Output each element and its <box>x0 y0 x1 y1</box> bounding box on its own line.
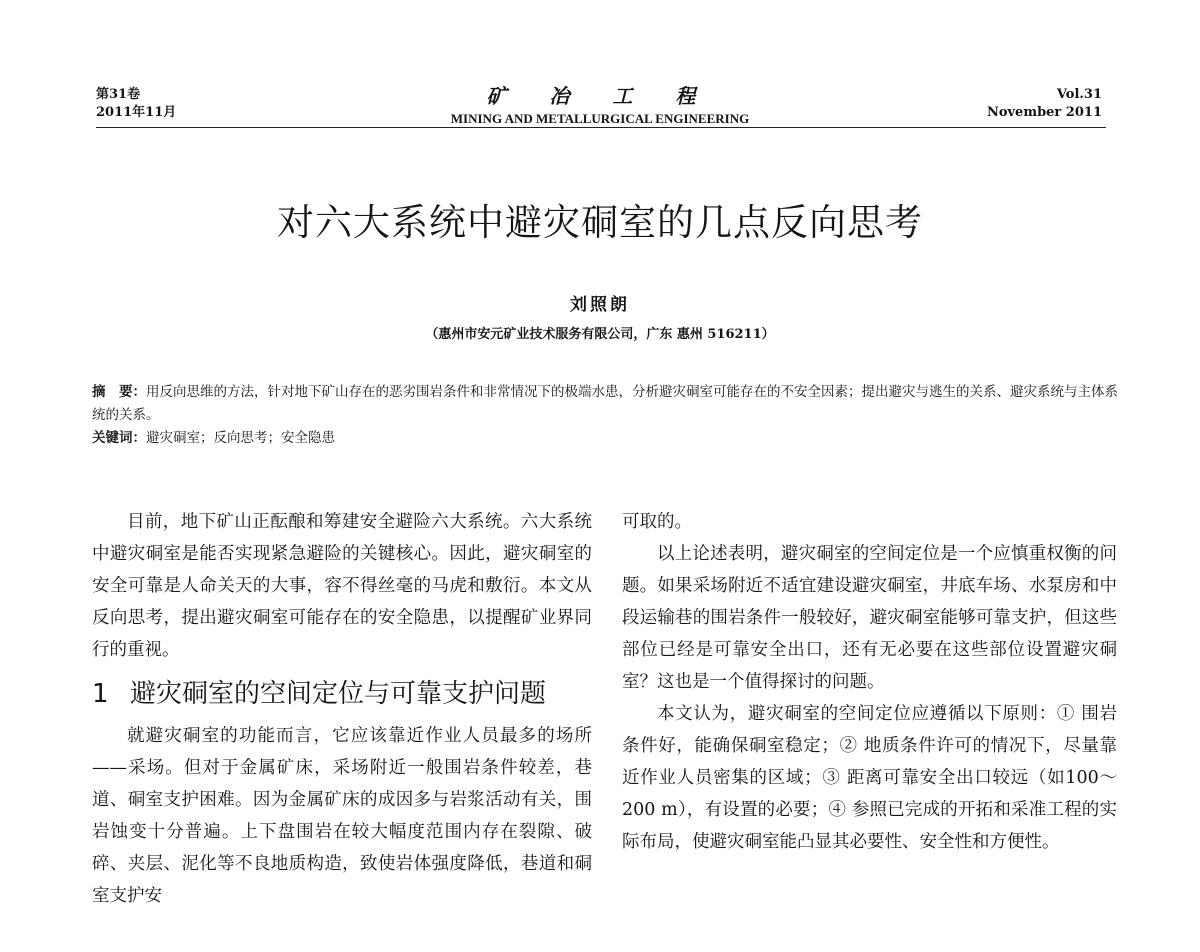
journal-title-en: MINING AND METALLURGICAL ENGINEERING <box>450 111 750 126</box>
volume-cn: 第31卷 <box>96 87 141 102</box>
abstract-body <box>92 381 1122 427</box>
abstract <box>92 381 1122 450</box>
analysis-paragraph: 以上论述表明，避灾硐室的空间定位是一个应慎重权衡的问题。如果采场附近不适宜建设避灾硐室，井底车场、水泵房和中段运输巷的围岩条件一般较好，避灾硐室能够可靠支护，但这些部位已经是可靠安全出口，还有无必要在这些部位设置避灾硐室？这也是一个值得探讨的问题。 <box>622 544 1117 692</box>
volume-en: Vol.31 <box>1056 87 1102 102</box>
keywords <box>92 427 1122 450</box>
date-cn: 2011年11月 <box>96 105 177 120</box>
date-en: November 2011 <box>986 105 1102 120</box>
keywords-text: 避灾硐室；反向思考；安全隐患 <box>146 430 335 446</box>
abstract-label: 摘 要： <box>92 384 146 400</box>
author: 刘照朗 <box>570 295 630 315</box>
body-column-right <box>622 506 1117 858</box>
section-number: 1 <box>92 679 109 709</box>
continued-text: 可取的。 <box>622 512 692 532</box>
principles-paragraph: 本文认为，避灾硐室的空间定位应遵循以下原则：① 围岩条件好，能确保硐室稳定；② 地质条件许可的情况下，尽量靠近作业人员密集的区域；③ 距离可靠安全出口较远（如100～200 m），有设置的必要；④ 参照已完成的开拓和采准工程的实际布局，使避灾硐室能凸显其必要性、安全性和方便性。 <box>622 704 1117 852</box>
journal-title-cn: 矿 冶 工 程 <box>486 84 714 108</box>
keywords-label: 关键词： <box>92 430 146 446</box>
section-title: 避灾硐室的空间定位与可靠支护问题 <box>130 679 547 709</box>
affiliation: （惠州市安元矿业技术服务有限公司，广东 惠州 516211） <box>425 327 775 342</box>
article-title: 对六大系统中避灾硐室的几点反向思考 <box>277 201 923 244</box>
header-rule <box>96 127 1106 128</box>
abstract-text: 用反向思维的方法，针对地下矿山存在的恶劣围岩条件和非常情况下的极端水患，分析避灾硐室可能存在的不安全因素；提出避灾与逃生的关系、避灾系统与主体系统的关系。 <box>92 384 1118 423</box>
section-heading <box>92 676 592 712</box>
body-column-left <box>92 506 592 912</box>
intro-paragraph: 目前，地下矿山正酝酿和筹建安全避险六大系统。六大系统中避灾硐室是能否实现紧急避险的关键核心。因此，避灾硐室的安全可靠是人命关天的大事，容不得丝毫的马虎和敷衍。本文从反向思考，提出避灾硐室可能存在的安全隐患，以提醒矿业界同行的重视。 <box>92 512 592 660</box>
header-right <box>987 86 1102 122</box>
section1-paragraph: 就避灾硐室的功能而言，它应该靠近作业人员最多的场所——采场。但对于金属矿床，采场附近一般围岩条件较差，巷道、硐室支护困难。因为金属矿床的成因多与岩浆活动有关，围岩蚀变十分普遍。上下盘围岩在较大幅度范围内存在裂隙、破碎、夹层、泥化等不良地质构造，致使岩体强度降低，巷道和硐室支护安 <box>92 726 592 906</box>
